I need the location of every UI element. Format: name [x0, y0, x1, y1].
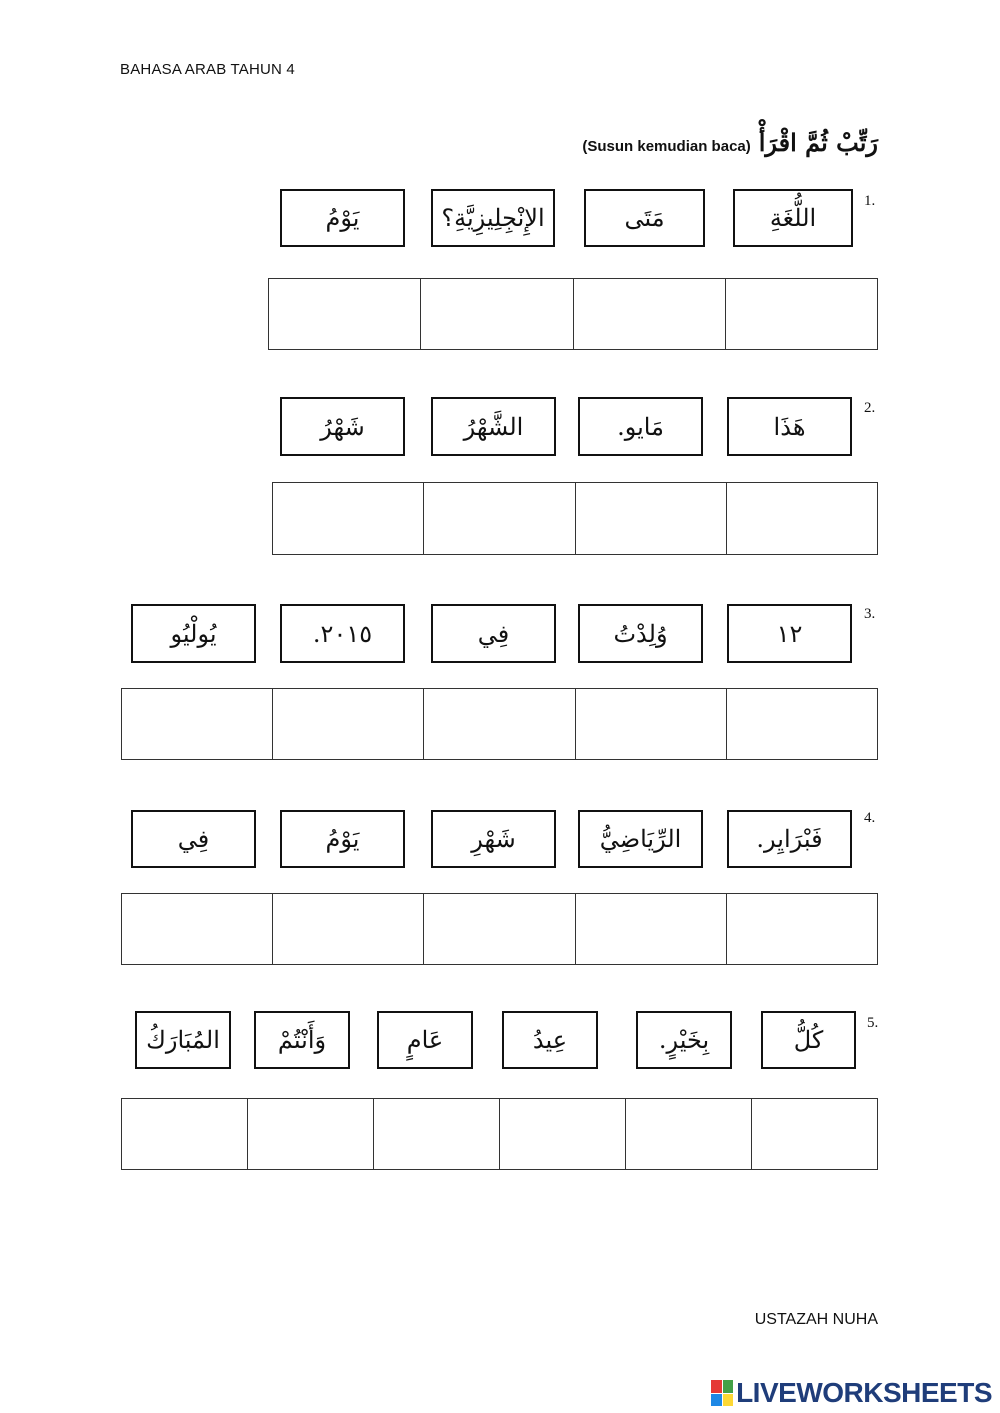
answer-slot[interactable] [272, 689, 423, 759]
word-card[interactable]: يُولْيُو [131, 604, 256, 663]
word-card[interactable]: شَهْرُ [280, 397, 405, 456]
instruction-malay: (Susun kemudian baca) [582, 138, 751, 155]
answer-row-2 [272, 482, 878, 555]
word-card[interactable]: الرِّيَاضِيُّ [578, 810, 703, 868]
word-card[interactable]: وُلِدْتُ [578, 604, 703, 663]
answer-slot[interactable] [423, 483, 574, 554]
word-card[interactable]: مَتَى [584, 189, 705, 247]
word-card[interactable]: وَأَنْتُمْ [254, 1011, 350, 1069]
answer-slot[interactable] [726, 894, 877, 964]
word-card[interactable]: هَذَا [727, 397, 852, 456]
word-card[interactable]: عِيدُ [502, 1011, 598, 1069]
answer-slot[interactable] [122, 1099, 247, 1169]
brand-name: LIVEWORKSHEETS [736, 1377, 992, 1408]
answer-slot[interactable] [423, 689, 574, 759]
answer-row-1 [268, 278, 878, 350]
answer-slot[interactable] [423, 894, 574, 964]
word-card[interactable]: فِي [131, 810, 256, 868]
answer-slot[interactable] [269, 279, 420, 349]
answer-slot[interactable] [420, 279, 572, 349]
word-card[interactable]: ٢٠١٥. [280, 604, 405, 663]
word-card[interactable]: المُبَارَكُ [135, 1011, 231, 1069]
word-card[interactable]: كُلُّ [761, 1011, 856, 1069]
answer-slot[interactable] [373, 1099, 499, 1169]
question-2-number: 2. [864, 400, 876, 416]
answer-slot[interactable] [247, 1099, 373, 1169]
instruction [582, 128, 878, 157]
word-card[interactable]: الشَّهْرُ [431, 397, 556, 456]
word-card[interactable]: عَامٍ [377, 1011, 473, 1069]
liveworksheets-brand[interactable] [711, 1377, 992, 1409]
answer-slot[interactable] [272, 894, 423, 964]
question-5-number: 5. [867, 1015, 879, 1031]
answer-row-3 [121, 688, 878, 760]
answer-slot[interactable] [625, 1099, 751, 1169]
answer-slot[interactable] [575, 894, 726, 964]
instruction-arabic: رَتِّبْ ثُمَّ اقْرَأْ [758, 128, 878, 157]
answer-slot[interactable] [751, 1099, 877, 1169]
word-card[interactable]: شَهْرِ [431, 810, 556, 868]
liveworksheets-logo-icon [711, 1380, 733, 1406]
word-card[interactable]: بِخَيْرٍ. [636, 1011, 732, 1069]
answer-slot[interactable] [122, 689, 272, 759]
answer-row-5 [121, 1098, 878, 1170]
answer-slot[interactable] [122, 894, 272, 964]
word-card[interactable]: يَوْمُ [280, 810, 405, 868]
answer-row-4 [121, 893, 878, 965]
word-card[interactable]: يَوْمُ [280, 189, 405, 247]
question-4-number: 4. [864, 810, 876, 826]
question-1-number: 1. [864, 193, 876, 209]
word-card[interactable]: فِي [431, 604, 556, 663]
answer-slot[interactable] [575, 483, 726, 554]
answer-slot[interactable] [499, 1099, 625, 1169]
answer-slot[interactable] [726, 689, 877, 759]
worksheet-subject-header: BAHASA ARAB TAHUN 4 [120, 61, 295, 78]
answer-slot[interactable] [573, 279, 725, 349]
question-3-number: 3. [864, 606, 876, 622]
word-card[interactable]: الإِنْجِلِيزِيَّةِ؟ [431, 189, 555, 247]
answer-slot[interactable] [725, 279, 877, 349]
answer-slot[interactable] [273, 483, 423, 554]
answer-slot[interactable] [575, 689, 726, 759]
word-card[interactable]: اللُّغَةِ [733, 189, 853, 247]
word-card[interactable]: فَبْرَايِر. [727, 810, 852, 868]
teacher-name: USTAZAH NUHA [754, 1311, 878, 1328]
answer-slot[interactable] [726, 483, 877, 554]
word-card[interactable]: ١٢ [727, 604, 852, 663]
word-card[interactable]: مَايو. [578, 397, 703, 456]
